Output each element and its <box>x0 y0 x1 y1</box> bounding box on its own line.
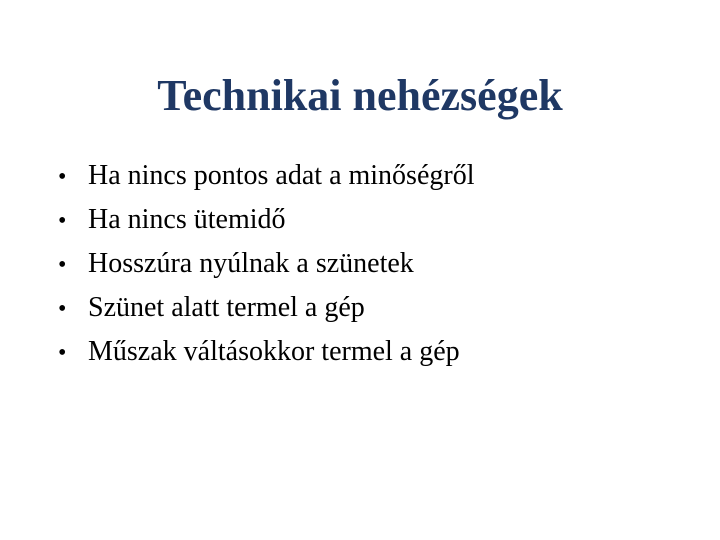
bullet-text: Szünet alatt termel a gép <box>88 292 365 323</box>
bullet-text: Ha nincs pontos adat a minőségről <box>88 160 475 191</box>
bullet-item <box>58 336 474 380</box>
bullet-dot-icon: • <box>58 252 67 278</box>
bullet-dot-icon: • <box>58 208 67 234</box>
bullet-item <box>58 160 474 204</box>
bullet-item <box>58 292 474 336</box>
slide-title: Technikai nehézségek <box>157 71 563 120</box>
bullet-item <box>58 248 474 292</box>
bullet-list <box>58 160 474 380</box>
bullet-dot-icon: • <box>58 340 67 366</box>
bullet-text: Műszak váltásokkor termel a gép <box>88 336 460 367</box>
bullet-dot-icon: • <box>58 164 67 190</box>
bullet-item <box>58 204 474 248</box>
bullet-text: Ha nincs ütemidő <box>88 204 286 235</box>
bullet-text: Hosszúra nyúlnak a szünetek <box>88 248 414 279</box>
bullet-dot-icon: • <box>58 296 67 322</box>
